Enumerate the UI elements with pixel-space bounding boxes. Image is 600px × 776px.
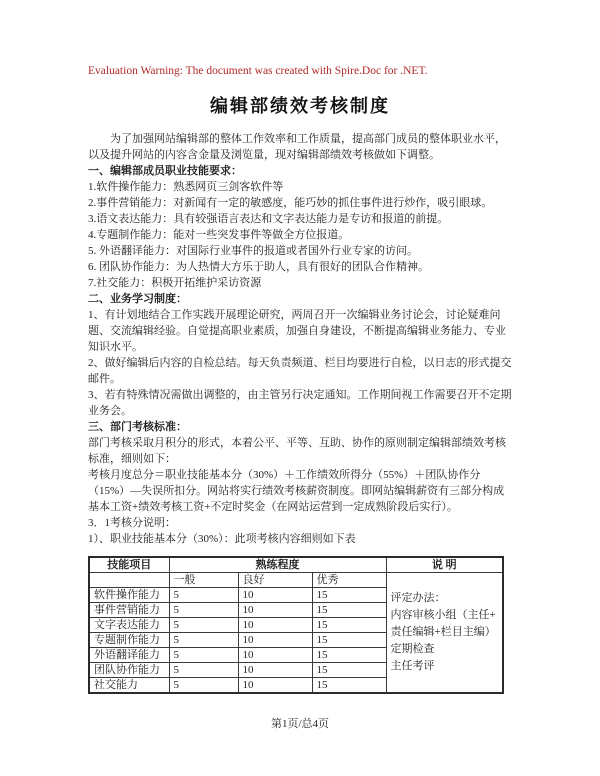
assessment-standard-intro: 部门考核采取月积分的形式，本着公平、平等、互助、协作的原则制定编辑部绩效考核标准，细则如下：	[88, 437, 506, 465]
empty-cell	[89, 573, 169, 588]
section-heading-1: 一、编辑部成员职业技能要求：	[88, 165, 242, 177]
page-number: 第1页/总4页	[270, 718, 330, 730]
note-line: 评定办法：	[390, 592, 446, 604]
skill-cell: 外语翻译能力	[89, 648, 169, 663]
score-cell: 10	[238, 603, 312, 618]
assessment-note-heading: 3．1考核分说明：	[88, 517, 176, 529]
score-cell: 5	[169, 603, 238, 618]
skill-cell: 团队协作能力	[89, 663, 169, 678]
score-cell: 5	[169, 618, 238, 633]
skill-cell: 专题制作能力	[89, 633, 169, 648]
header-proficiency: 熟练程度	[169, 557, 386, 573]
table-subheader-row	[89, 573, 503, 588]
note-line: 定期检查	[390, 643, 435, 655]
score-cell: 15	[312, 678, 386, 694]
level-cell-excellent: 优秀	[312, 573, 386, 588]
score-cell: 15	[312, 663, 386, 678]
evaluation-warning: Evaluation Warning: The document was created with Spire.Doc for .NET.	[88, 65, 428, 77]
note-cell	[386, 573, 503, 694]
skill-requirement-1: 1.软件操作能力：熟悉网页三剑客软件等	[88, 181, 284, 193]
score-cell: 10	[238, 648, 312, 663]
skill-requirement-2: 2.事件营销能力：对新闻有一定的敏感度，能巧妙的抓住事件进行炒作，吸引眼球。	[88, 197, 493, 209]
note-line: 内容审核小组（主任+	[390, 609, 496, 621]
score-cell: 5	[169, 588, 238, 603]
level-cell-normal: 一般	[169, 573, 238, 588]
document-content	[88, 0, 512, 694]
score-cell: 10	[238, 678, 312, 694]
score-cell: 10	[238, 588, 312, 603]
document-body	[88, 131, 512, 694]
skill-requirement-6: 6. 团队协作能力：为人热情大方乐于助人，具有很好的团队合作精神。	[88, 261, 429, 273]
intro-paragraph: 为了加强网站编辑部的整体工作效率和工作质量，提高部门成员的整体职业水平，以及提升网站的内容含金量及浏览量，现对编辑部绩效考核做如下调整。	[88, 133, 506, 161]
skill-cell: 软件操作能力	[89, 588, 169, 603]
score-cell: 5	[169, 678, 238, 694]
score-cell: 5	[169, 633, 238, 648]
header-skill: 技能项目	[89, 557, 169, 573]
document-title: 编辑部绩效考核制度	[210, 96, 390, 116]
score-cell: 15	[312, 618, 386, 633]
score-cell: 15	[312, 603, 386, 618]
skill-cell: 社交能力	[89, 678, 169, 694]
note-line: 责任编辑+栏目主编）	[390, 626, 496, 638]
skill-cell: 事件营销能力	[89, 603, 169, 618]
score-cell: 10	[238, 618, 312, 633]
skill-score-table	[88, 556, 504, 694]
section-heading-2: 二、业务学习制度：	[88, 293, 187, 305]
skill-requirement-5: 5. 外语翻译能力：对国际行业事件的报道或者国外行业专家的访问。	[88, 245, 418, 257]
assessment-formula: 考核月度总分＝职业技能基本分（30%）＋工作绩效所得分（55%）＋团队协作分（15%）—失误所扣分。网站将实行绩效考核薪资制度。即网站编辑薪资有三部分构成 基本工资+绩效考核工资+不定时奖金（在网站运营到一定成熟阶段后实行）。	[88, 469, 505, 513]
skill-requirement-3: 3.语文表达能力：具有较强语言表达和文字表达能力是专访和报道的前提。	[88, 213, 449, 225]
assessment-note-item: 1）、职业技能基本分（30%）：此项考核内容细则如下表	[88, 533, 356, 545]
score-cell: 15	[312, 588, 386, 603]
header-note: 说 明	[386, 557, 503, 573]
study-rule-2: 2、做好编辑后内容的自检总结。每天负责频道、栏目均要进行自检，以日志的形式提交邮件。	[88, 357, 512, 385]
score-cell: 10	[238, 633, 312, 648]
skill-requirement-4: 4.专题制作能力：能对一些突发事件等做全方位报道。	[88, 229, 350, 241]
score-cell: 10	[238, 663, 312, 678]
score-cell: 15	[312, 648, 386, 663]
level-cell-good: 良好	[238, 573, 312, 588]
score-cell: 5	[169, 663, 238, 678]
study-rule-3: 3、若有特殊情况需做出调整的，由主管另行决定通知。工作期间视工作需要召开不定期业务会。	[88, 389, 512, 417]
score-cell: 5	[169, 648, 238, 663]
study-rule-1: 1、有计划地结合工作实践开展理论研究，两周召开一次编辑业务讨论会，讨论疑难问题、交流编辑经验。自觉提高职业素质，加强自身建设，不断提高编辑业务能力、专业知识水平。	[88, 309, 506, 353]
table-header-row	[89, 557, 503, 573]
section-heading-3: 三、部门考核标准：	[88, 421, 187, 433]
note-line: 主任考评	[390, 660, 435, 672]
score-cell: 15	[312, 633, 386, 648]
skill-cell: 文字表达能力	[89, 618, 169, 633]
skill-requirement-7: 7.社交能力：积极开拓维护采访资源	[88, 277, 262, 289]
